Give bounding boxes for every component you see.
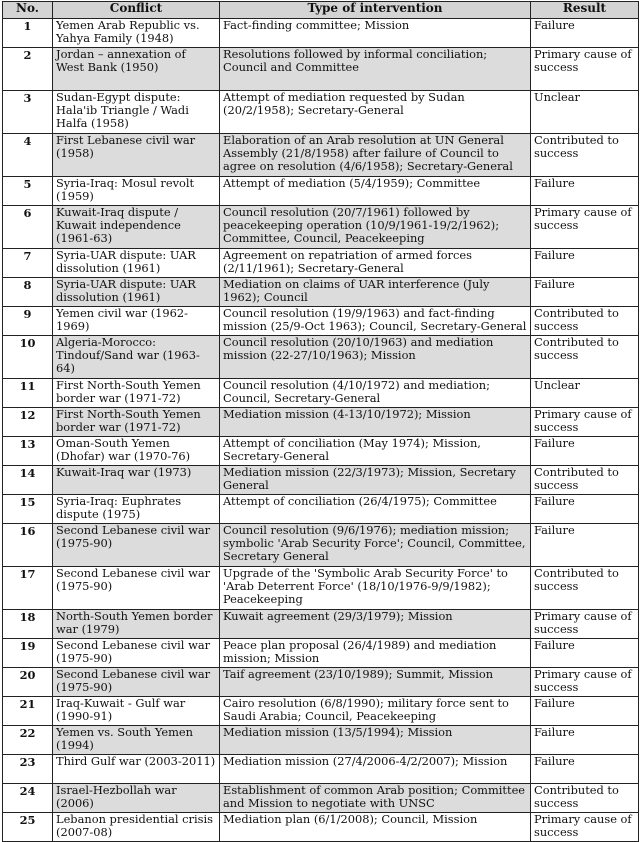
row-number: 20 [3, 668, 53, 697]
result-cell: Failure [531, 726, 639, 755]
conflict-cell: Iraq-Kuwait - Gulf war (1990-91) [53, 697, 220, 726]
conflict-cell: North-South Yemen border war (1979) [53, 610, 220, 639]
table-row [3, 697, 639, 726]
result-cell: Primary cause of success [531, 48, 639, 91]
result-cell: Failure [531, 19, 639, 48]
conflict-cell: Second Lebanese civil war (1975-90) [53, 524, 220, 567]
result-cell: Primary cause of success [531, 813, 639, 842]
conflict-cell: Second Lebanese civil war (1975-90) [53, 567, 220, 610]
conflict-cell: Israel-Hezbollah war (2006) [53, 784, 220, 813]
result-cell: Primary cause of success [531, 610, 639, 639]
result-cell: Primary cause of success [531, 408, 639, 437]
header-result: Result [531, 2, 639, 19]
result-cell: Failure [531, 177, 639, 206]
intervention-cell: Council resolution (9/6/1976); mediation mission; symbolic 'Arab Security Force'; Council, Committee, Secretary General [220, 524, 531, 567]
result-cell: Contributed to success [531, 784, 639, 813]
conflict-cell: Second Lebanese civil war (1975-90) [53, 668, 220, 697]
result-cell: Failure [531, 495, 639, 524]
result-cell: Unclear [531, 379, 639, 408]
result-cell: Failure [531, 524, 639, 567]
conflict-cell: Syria-UAR dispute: UAR dissolution (1961) [53, 278, 220, 307]
conflict-cell: Syria-UAR dispute: UAR dissolution (1961) [53, 249, 220, 278]
intervention-cell: Peace plan proposal (26/4/1989) and mediation mission; Mission [220, 639, 531, 668]
conflict-cell: Sudan-Egypt dispute: Hala'ib Triangle / Wadi Halfa (1958) [53, 91, 220, 134]
conflict-cell: Syria-Iraq: Mosul revolt (1959) [53, 177, 220, 206]
row-number: 4 [3, 134, 53, 177]
table-row [3, 48, 639, 91]
header-conflict: Conflict [53, 2, 220, 19]
intervention-cell: Establishment of common Arab position; Committee and Mission to negotiate with UNSC [220, 784, 531, 813]
row-number: 25 [3, 813, 53, 842]
result-cell: Failure [531, 278, 639, 307]
table-row [3, 408, 639, 437]
intervention-cell: Agreement on repatriation of armed forces (2/11/1961); Secretary-General [220, 249, 531, 278]
row-number: 8 [3, 278, 53, 307]
conflict-cell: Syria-Iraq: Euphrates dispute (1975) [53, 495, 220, 524]
row-number: 9 [3, 307, 53, 336]
result-cell: Unclear [531, 91, 639, 134]
conflict-cell: Kuwait-Iraq war (1973) [53, 466, 220, 495]
intervention-cell: Mediation mission (13/5/1994); Mission [220, 726, 531, 755]
table-row [3, 466, 639, 495]
result-cell: Contributed to success [531, 466, 639, 495]
result-cell: Failure [531, 437, 639, 466]
table-row [3, 726, 639, 755]
row-number: 7 [3, 249, 53, 278]
table-row [3, 134, 639, 177]
row-number: 16 [3, 524, 53, 567]
row-number: 3 [3, 91, 53, 134]
intervention-cell: Attempt of mediation requested by Sudan (20/2/1958); Secretary-General [220, 91, 531, 134]
intervention-cell: Upgrade of the 'Symbolic Arab Security Force' to 'Arab Deterrent Force' (18/10/1976-9/9/1982); Peacekeeping [220, 567, 531, 610]
table-body [3, 19, 639, 842]
result-cell: Primary cause of success [531, 206, 639, 249]
table-row [3, 610, 639, 639]
table-row [3, 755, 639, 784]
conflict-cell: Second Lebanese civil war (1975-90) [53, 639, 220, 668]
conflict-cell: First North-South Yemen border war (1971-72) [53, 379, 220, 408]
row-number: 24 [3, 784, 53, 813]
table-row [3, 437, 639, 466]
row-number: 18 [3, 610, 53, 639]
intervention-cell: Council resolution (19/9/1963) and fact-finding mission (25/9-Oct 1963); Council, Secretary-General [220, 307, 531, 336]
conflict-cell: Yemen civil war (1962-1969) [53, 307, 220, 336]
intervention-cell: Fact-finding committee; Mission [220, 19, 531, 48]
conflict-cell: First Lebanese civil war (1958) [53, 134, 220, 177]
intervention-cell: Mediation on claims of UAR interference (July 1962); Council [220, 278, 531, 307]
intervention-cell: Council resolution (4/10/1972) and mediation; Council, Secretary-General [220, 379, 531, 408]
row-number: 6 [3, 206, 53, 249]
intervention-cell: Mediation mission (22/3/1973); Mission, Secretary General [220, 466, 531, 495]
intervention-cell: Mediation mission (27/4/2006-4/2/2007); Mission [220, 755, 531, 784]
intervention-cell: Attempt of conciliation (26/4/1975); Committee [220, 495, 531, 524]
table-row [3, 567, 639, 610]
intervention-cell: Elaboration of an Arab resolution at UN General Assembly (21/8/1958) after failure of Council to agree on resolution (4/6/1958); Secretary-General [220, 134, 531, 177]
table-row [3, 668, 639, 697]
intervention-cell: Cairo resolution (6/8/1990); military force sent to Saudi Arabia; Council, Peacekeeping [220, 697, 531, 726]
row-number: 17 [3, 567, 53, 610]
result-cell: Contributed to success [531, 336, 639, 379]
intervention-cell: Council resolution (20/7/1961) followed by peacekeeping operation (10/9/1961-19/2/1962); Committee, Council, Peacekeeping [220, 206, 531, 249]
result-cell: Contributed to success [531, 567, 639, 610]
conflict-cell: Yemen Arab Republic vs. Yahya Family (1948) [53, 19, 220, 48]
conflict-cell: Oman-South Yemen (Dhofar) war (1970-76) [53, 437, 220, 466]
intervention-cell: Attempt of conciliation (May 1974); Mission, Secretary-General [220, 437, 531, 466]
result-cell: Primary cause of success [531, 668, 639, 697]
intervention-cell: Kuwait agreement (29/3/1979); Mission [220, 610, 531, 639]
table-row [3, 495, 639, 524]
row-number: 11 [3, 379, 53, 408]
conflict-cell: Kuwait-Iraq dispute / Kuwait independence (1961-63) [53, 206, 220, 249]
row-number: 2 [3, 48, 53, 91]
conflict-cell: Algeria-Morocco: Tindouf/Sand war (1963-64) [53, 336, 220, 379]
intervention-cell: Attempt of mediation (5/4/1959); Committee [220, 177, 531, 206]
interventions-table [2, 1, 639, 842]
result-cell: Failure [531, 755, 639, 784]
intervention-cell: Council resolution (20/10/1963) and mediation mission (22-27/10/1963); Mission [220, 336, 531, 379]
result-cell: Failure [531, 249, 639, 278]
intervention-cell: Taif agreement (23/10/1989); Summit, Mission [220, 668, 531, 697]
table-row [3, 379, 639, 408]
row-number: 14 [3, 466, 53, 495]
table-row [3, 784, 639, 813]
table-row [3, 91, 639, 134]
row-number: 13 [3, 437, 53, 466]
conflict-cell: Yemen vs. South Yemen (1994) [53, 726, 220, 755]
header-type: Type of intervention [220, 2, 531, 19]
conflict-cell: First North-South Yemen border war (1971-72) [53, 408, 220, 437]
result-cell: Failure [531, 697, 639, 726]
table-row [3, 336, 639, 379]
table-row [3, 307, 639, 336]
table-row [3, 278, 639, 307]
row-number: 10 [3, 336, 53, 379]
row-number: 23 [3, 755, 53, 784]
result-cell: Contributed to success [531, 134, 639, 177]
row-number: 12 [3, 408, 53, 437]
table-row [3, 177, 639, 206]
header-no: No. [3, 2, 53, 19]
row-number: 19 [3, 639, 53, 668]
row-number: 21 [3, 697, 53, 726]
row-number: 5 [3, 177, 53, 206]
result-cell: Contributed to success [531, 307, 639, 336]
table-row [3, 249, 639, 278]
row-number: 1 [3, 19, 53, 48]
intervention-cell: Mediation plan (6/1/2008); Council, Mission [220, 813, 531, 842]
table-row [3, 639, 639, 668]
table-row [3, 206, 639, 249]
table-row [3, 524, 639, 567]
table-row [3, 813, 639, 842]
conflict-cell: Jordan – annexation of West Bank (1950) [53, 48, 220, 91]
row-number: 22 [3, 726, 53, 755]
result-cell: Failure [531, 639, 639, 668]
row-number: 15 [3, 495, 53, 524]
header-row [3, 2, 639, 19]
conflict-cell: Lebanon presidential crisis (2007-08) [53, 813, 220, 842]
conflict-cell: Third Gulf war (2003-2011) [53, 755, 220, 784]
intervention-cell: Resolutions followed by informal conciliation; Council and Committee [220, 48, 531, 91]
intervention-cell: Mediation mission (4-13/10/1972); Mission [220, 408, 531, 437]
table-row [3, 19, 639, 48]
